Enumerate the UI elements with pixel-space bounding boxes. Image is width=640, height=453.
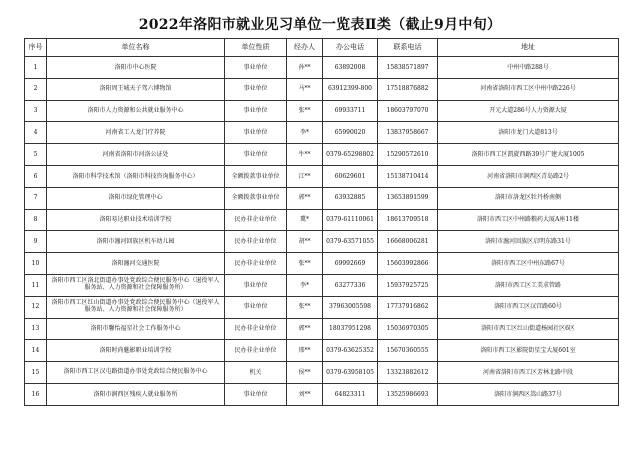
cell-mobile: 15290572610 bbox=[378, 144, 438, 166]
cell-no: 3 bbox=[25, 100, 47, 122]
cell-mobile: 15138710414 bbox=[378, 165, 438, 187]
cell-office-phone: 69992669 bbox=[323, 253, 378, 275]
units-table bbox=[24, 38, 619, 406]
cell-no: 4 bbox=[25, 122, 47, 144]
cell-mobile: 18613709518 bbox=[378, 209, 438, 231]
cell-no: 5 bbox=[25, 144, 47, 166]
cell-mobile: 15036970305 bbox=[378, 318, 438, 340]
cell-office-phone: 64823311 bbox=[323, 383, 378, 405]
cell-contact-person: 张** bbox=[287, 100, 323, 122]
cell-no: 2 bbox=[25, 78, 47, 100]
header-name: 单位名称 bbox=[47, 39, 225, 57]
cell-unit-name: 洛阳市科学技术馆（洛阳市科技咨询服务中心） bbox=[47, 165, 225, 187]
cell-unit-name: 洛阳时尚魅影职业培训学校 bbox=[47, 340, 225, 362]
cell-address: 开元大道286号人力资源大厦 bbox=[438, 100, 619, 122]
cell-contact-person: 李* bbox=[287, 274, 323, 296]
cell-no: 14 bbox=[25, 340, 47, 362]
cell-contact-person: 郭** bbox=[287, 318, 323, 340]
cell-contact-person: 孙** bbox=[287, 57, 323, 79]
cell-no: 10 bbox=[25, 253, 47, 275]
cell-no: 11 bbox=[25, 274, 47, 296]
cell-unit-type: 事业单位 bbox=[225, 383, 287, 405]
cell-address: 洛阳市瀍河回族区启明东路31号 bbox=[438, 231, 619, 253]
table-row bbox=[25, 383, 619, 405]
cell-unit-type: 民办非企业单位 bbox=[225, 340, 287, 362]
cell-unit-name: 洛阳市中心医院 bbox=[47, 57, 225, 79]
cell-no: 7 bbox=[25, 187, 47, 209]
cell-unit-name: 洛阳市西工区汉屯路街道办事处党政综合便民服务中心 bbox=[47, 362, 225, 384]
cell-office-phone: 63892008 bbox=[323, 57, 378, 79]
cell-contact-person: 刘** bbox=[287, 383, 323, 405]
cell-mobile: 18603797070 bbox=[378, 100, 438, 122]
cell-mobile: 16668006281 bbox=[378, 231, 438, 253]
cell-unit-name: 洛阳周王城天子驾六博物馆 bbox=[47, 78, 225, 100]
cell-address: 河南省洛阳市西工区中州中路226号 bbox=[438, 78, 619, 100]
cell-no: 8 bbox=[25, 209, 47, 231]
table-row bbox=[25, 296, 619, 318]
cell-office-phone: 60629601 bbox=[323, 165, 378, 187]
cell-office-phone: 0379-61110061 bbox=[323, 209, 378, 231]
table-row bbox=[25, 122, 619, 144]
cell-contact-person: 冀* bbox=[287, 209, 323, 231]
cell-unit-type: 机关 bbox=[225, 362, 287, 384]
cell-mobile: 13653891599 bbox=[378, 187, 438, 209]
cell-unit-name: 洛阳市涧西区残疾人就业服务所 bbox=[47, 383, 225, 405]
cell-mobile: 15838571897 bbox=[378, 57, 438, 79]
cell-unit-type: 事业单位 bbox=[225, 274, 287, 296]
cell-unit-type: 事业单位 bbox=[225, 122, 287, 144]
cell-unit-name: 洛阳市馨怡福星社会工作服务中心 bbox=[47, 318, 225, 340]
cell-unit-name: 洛阳瀍河交通医院 bbox=[47, 253, 225, 275]
header-office-phone: 办公电话 bbox=[323, 39, 378, 57]
cell-address: 洛阳市西工区红山街道杨园社区6区 bbox=[438, 318, 619, 340]
cell-unit-type: 民办非企业单位 bbox=[225, 209, 287, 231]
cell-office-phone: 63277336 bbox=[323, 274, 378, 296]
cell-office-phone: 69933711 bbox=[323, 100, 378, 122]
cell-address: 洛阳市龙门大道813号 bbox=[438, 122, 619, 144]
cell-contact-person: 李* bbox=[287, 122, 323, 144]
cell-address: 洛阳市西工区汉宫路60号 bbox=[438, 296, 619, 318]
cell-no: 6 bbox=[25, 165, 47, 187]
cell-mobile: 17737916862 bbox=[378, 296, 438, 318]
table-row bbox=[25, 362, 619, 384]
cell-office-phone: 0379-63571055 bbox=[323, 231, 378, 253]
cell-no: 9 bbox=[25, 231, 47, 253]
cell-contact-person: 马** bbox=[287, 78, 323, 100]
header-row bbox=[25, 39, 619, 57]
cell-unit-type: 全额拨款事业单位 bbox=[225, 187, 287, 209]
cell-contact-person: 江** bbox=[287, 165, 323, 187]
table-row bbox=[25, 318, 619, 340]
table-row bbox=[25, 144, 619, 166]
table-row bbox=[25, 57, 619, 79]
cell-mobile: 15670360555 bbox=[378, 340, 438, 362]
document-title: 2022年洛阳市就业见习单位一览表Ⅱ类（截止9月中旬） bbox=[138, 17, 502, 33]
cell-mobile: 13837958667 bbox=[378, 122, 438, 144]
cell-address: 洛阳市洛龙区牡丹桥南侧 bbox=[438, 187, 619, 209]
table-row bbox=[25, 231, 619, 253]
cell-no: 12 bbox=[25, 296, 47, 318]
cell-office-phone: 37963005598 bbox=[323, 296, 378, 318]
cell-address: 洛阳市西工区中州东路67号 bbox=[438, 253, 619, 275]
cell-contact-person: 郭** bbox=[287, 187, 323, 209]
cell-contact-person: 张** bbox=[287, 296, 323, 318]
cell-office-phone: 0379-63625352 bbox=[323, 340, 378, 362]
cell-unit-type: 民办非企业单位 bbox=[225, 231, 287, 253]
cell-unit-type: 民办非企业单位 bbox=[225, 253, 287, 275]
cell-unit-name: 河南省工人龙门疗养院 bbox=[47, 122, 225, 144]
cell-address: 河南省洛阳市西工区芳林北路中段 bbox=[438, 362, 619, 384]
cell-unit-name: 河南省洛阳市河洛公证处 bbox=[47, 144, 225, 166]
header-person: 经办人 bbox=[287, 39, 323, 57]
cell-unit-type: 全额拨款事业单位 bbox=[225, 165, 287, 187]
cell-office-phone: 0379-65298802 bbox=[323, 144, 378, 166]
cell-mobile: 17518876882 bbox=[378, 78, 438, 100]
cell-unit-name: 洛阳市西工区红山街道办事处党政综合便民服务中心（退役军人服务站、人力资源和社会保障服务所） bbox=[47, 296, 225, 318]
table-row bbox=[25, 274, 619, 296]
cell-office-phone: 63912399-800 bbox=[323, 78, 378, 100]
table-row bbox=[25, 253, 619, 275]
header-mobile: 联系电话 bbox=[378, 39, 438, 57]
table-row bbox=[25, 340, 619, 362]
cell-unit-name: 洛阳市人力资源和公共就业服务中心 bbox=[47, 100, 225, 122]
cell-unit-name: 洛阳市绿化管理中心 bbox=[47, 187, 225, 209]
table-row bbox=[25, 100, 619, 122]
cell-office-phone: 63932885 bbox=[323, 187, 378, 209]
cell-unit-type: 事业单位 bbox=[225, 57, 287, 79]
cell-unit-name: 洛阳市西工区洛北街道办事处党政综合便民服务中心（退役军人服务站、人力资源和社会保障服务所） bbox=[47, 274, 225, 296]
table-row bbox=[25, 78, 619, 100]
cell-unit-type: 事业单位 bbox=[225, 100, 287, 122]
cell-address: 洛阳市西工区影院街星宝大厦601室 bbox=[438, 340, 619, 362]
table-row bbox=[25, 165, 619, 187]
cell-mobile: 15937925725 bbox=[378, 274, 438, 296]
cell-office-phone: 65990020 bbox=[323, 122, 378, 144]
cell-mobile: 13525986693 bbox=[378, 383, 438, 405]
cell-unit-type: 事业单位 bbox=[225, 296, 287, 318]
cell-address: 洛阳市西工区中州路粮药大厦A座11楼 bbox=[438, 209, 619, 231]
cell-unit-type: 事业单位 bbox=[225, 78, 287, 100]
cell-no: 13 bbox=[25, 318, 47, 340]
cell-address: 河南省洛阳市涧西区青岛路2号 bbox=[438, 165, 619, 187]
cell-address: 中州中路288号 bbox=[438, 57, 619, 79]
cell-office-phone: 0379-63958105 bbox=[323, 362, 378, 384]
cell-office-phone: 18037951298 bbox=[323, 318, 378, 340]
cell-no: 16 bbox=[25, 383, 47, 405]
cell-address: 洛阳市西工区工美求管路 bbox=[438, 274, 619, 296]
cell-unit-name: 洛阳易达职业技术培训学校 bbox=[47, 209, 225, 231]
header-address: 地址 bbox=[438, 39, 619, 57]
cell-mobile: 15603992866 bbox=[378, 253, 438, 275]
table-row bbox=[25, 187, 619, 209]
cell-no: 15 bbox=[25, 362, 47, 384]
header-type: 单位性质 bbox=[225, 39, 287, 57]
cell-unit-type: 事业单位 bbox=[225, 144, 287, 166]
cell-contact-person: 牛** bbox=[287, 144, 323, 166]
table-row bbox=[25, 209, 619, 231]
cell-mobile: 13323882612 bbox=[378, 362, 438, 384]
cell-unit-type: 民办非企业单位 bbox=[225, 318, 287, 340]
cell-unit-name: 洛阳市瀍河回族区机车幼儿园 bbox=[47, 231, 225, 253]
cell-contact-person: 邢** bbox=[287, 340, 323, 362]
cell-address: 洛阳市西工区凯旋西路39号广建大厦1005 bbox=[438, 144, 619, 166]
cell-contact-person: 侯** bbox=[287, 362, 323, 384]
header-no: 序号 bbox=[25, 39, 47, 57]
cell-address: 洛阳市涧西区嵩山路37号 bbox=[438, 383, 619, 405]
cell-contact-person: 张** bbox=[287, 253, 323, 275]
cell-no: 1 bbox=[25, 57, 47, 79]
cell-contact-person: 胡** bbox=[287, 231, 323, 253]
